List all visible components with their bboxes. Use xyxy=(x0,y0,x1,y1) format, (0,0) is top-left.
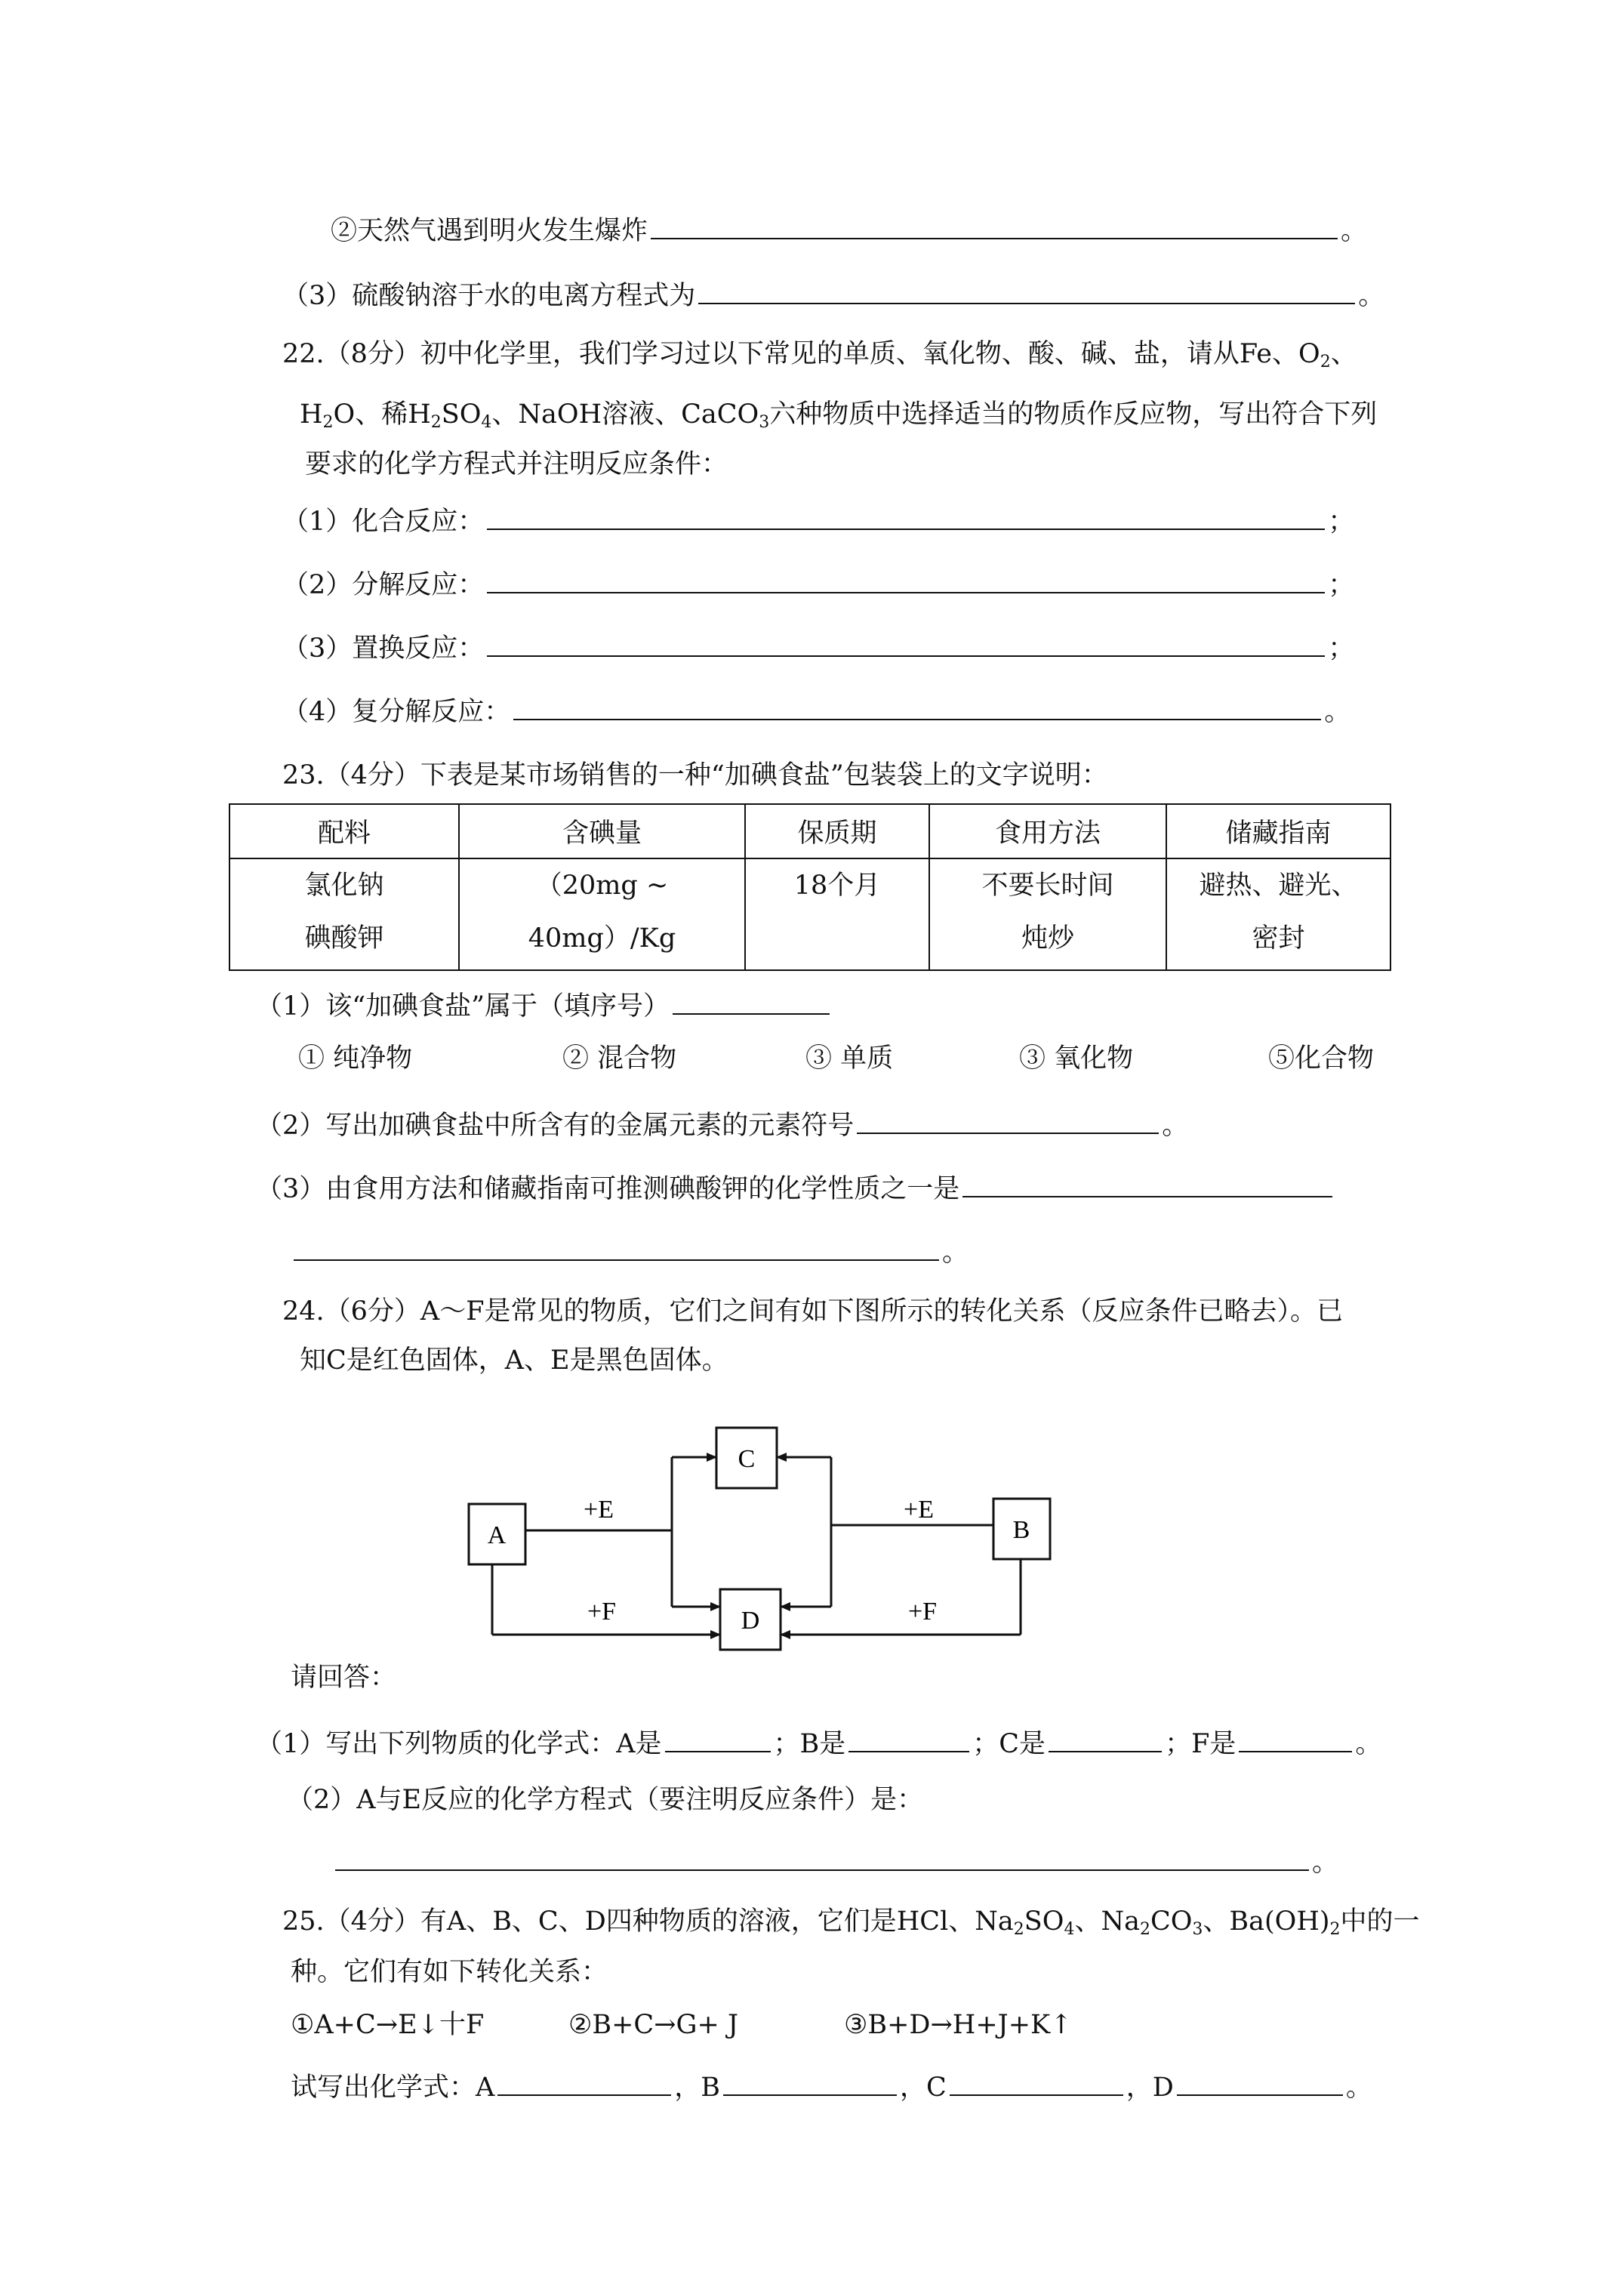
q23-option-2: ② 混合物 xyxy=(562,1043,677,1074)
edge-label: +E xyxy=(584,1496,614,1524)
answer-blank[interactable] xyxy=(497,2069,671,2096)
q23-q3-cont: 。 xyxy=(291,1234,969,1269)
q22-line2: $H_2O$、稀$H_2SO_4$、NaOH溶液、CaCO$_3$六种物质中选择适当的物质作反应物，写出符合下列 xyxy=(300,399,1378,432)
q25-reaction-2: ②B+C→G+ J xyxy=(568,2010,738,2040)
q22-item-2: （2）分解反应： ； xyxy=(282,566,1354,602)
answer-blank[interactable] xyxy=(665,1725,771,1752)
answer-blank[interactable] xyxy=(950,2069,1123,2096)
table-header: 保质期 xyxy=(745,804,929,858)
q24-q2: （2）A与E反应的化学方程式（要注明反应条件）是： xyxy=(287,1785,924,1815)
q25-answer: 试写出化学式：A ，B ，C ，D 。 xyxy=(291,2069,1372,2104)
q24-line2: 知C是红色固体，A、E是黑色固体。 xyxy=(300,1345,728,1376)
q24-q2-answer: 。 xyxy=(332,1844,1338,1879)
answer-blank[interactable] xyxy=(723,2069,897,2096)
table-cell: （20mg ~ 40mg）/Kg xyxy=(459,858,745,970)
q25-line1: 25.（4分）有A、B、C、D四种物质的溶液，它们是HCl、$Na_2SO_4$、$Na_2CO_3$、$Ba(OH)_2$中的一 xyxy=(282,1906,1420,1939)
q23-q1: （1）该“加碘食盐”属于（填序号） xyxy=(256,988,833,1023)
q22-line3: 要求的化学方程式并注明反应条件： xyxy=(305,449,728,479)
node-d-label: D xyxy=(741,1607,760,1635)
q23-q2: （2）写出加碘食盐中所含有的金属元素的元素符号 。 xyxy=(256,1107,1188,1142)
table-header: 含碘量 xyxy=(459,804,745,858)
q24-q1: （1）写出下列物质的化学式：A是 ；B是 ；C是 ；F是 。 xyxy=(256,1725,1381,1761)
answer-blank[interactable] xyxy=(335,1844,1309,1871)
q23-option-3: ③ 单质 xyxy=(805,1043,894,1074)
table-header: 配料 xyxy=(229,804,459,858)
q22-item-3: （3）置换反应： ； xyxy=(282,630,1354,665)
edge-label: +E xyxy=(904,1496,934,1524)
edge-label: +F xyxy=(907,1598,938,1626)
table-cell: 避热、避光、 密封 xyxy=(1166,858,1390,970)
q22-line1: 22.（8分）初中化学里，我们学习过以下常见的单质、氧化物、酸、碱、盐，请从Fe、$O_2$、 xyxy=(282,339,1357,371)
table-header: 食用方法 xyxy=(929,804,1166,858)
table-header: 储藏指南 xyxy=(1166,804,1390,858)
node-a-label: A xyxy=(487,1521,507,1549)
table-cell: 18个月 xyxy=(745,858,929,970)
answer-blank[interactable] xyxy=(1239,1725,1352,1752)
edge-label: +F xyxy=(587,1598,617,1626)
node-c-label: C xyxy=(738,1445,756,1473)
q25-reaction-3: ③B+D→H+J+K↑ xyxy=(844,2010,1073,2040)
q22-item-4: （4）复分解反应： 。 xyxy=(282,693,1350,729)
q24-line1: 24.（6分）A～F是常见的物质，它们之间有如下图所示的转化关系（反应条件已略去）。已 xyxy=(282,1296,1343,1327)
answer-blank[interactable] xyxy=(848,1725,969,1752)
q23-q3: （3）由食用方法和储藏指南可推测碘酸钾的化学性质之一是 xyxy=(256,1170,1335,1206)
table-cell: 不要长时间 炖炒 xyxy=(929,858,1166,970)
table-cell: 氯化钠 碘酸钾 xyxy=(229,858,459,970)
answer-blank[interactable] xyxy=(1049,1725,1162,1752)
answer-blank[interactable] xyxy=(1177,2069,1343,2096)
q25-reaction-1: ①A+C→E↓十F xyxy=(291,2010,485,2040)
q23-intro: 23.（4分）下表是某市场销售的一种“加碘食盐”包装袋上的文字说明： xyxy=(282,760,1108,791)
q21-item3: （3）硫酸钠溶于水的电离方程式为 。 xyxy=(282,277,1384,313)
node-b-label: B xyxy=(1012,1516,1030,1544)
q23-option-5: ⑤化合物 xyxy=(1268,1043,1375,1074)
q23-option-4: ③ 氧化物 xyxy=(1019,1043,1134,1074)
q22-item-1: （1）化合反应： ； xyxy=(282,503,1354,538)
q25-line2: 种。它们有如下转化关系： xyxy=(291,1957,608,1987)
q24-prompt: 请回答： xyxy=(291,1663,397,1693)
q21-item2: ②天然气遇到明火发生爆炸 。 xyxy=(331,212,1367,248)
q23-option-1: ① 纯净物 xyxy=(298,1043,413,1074)
